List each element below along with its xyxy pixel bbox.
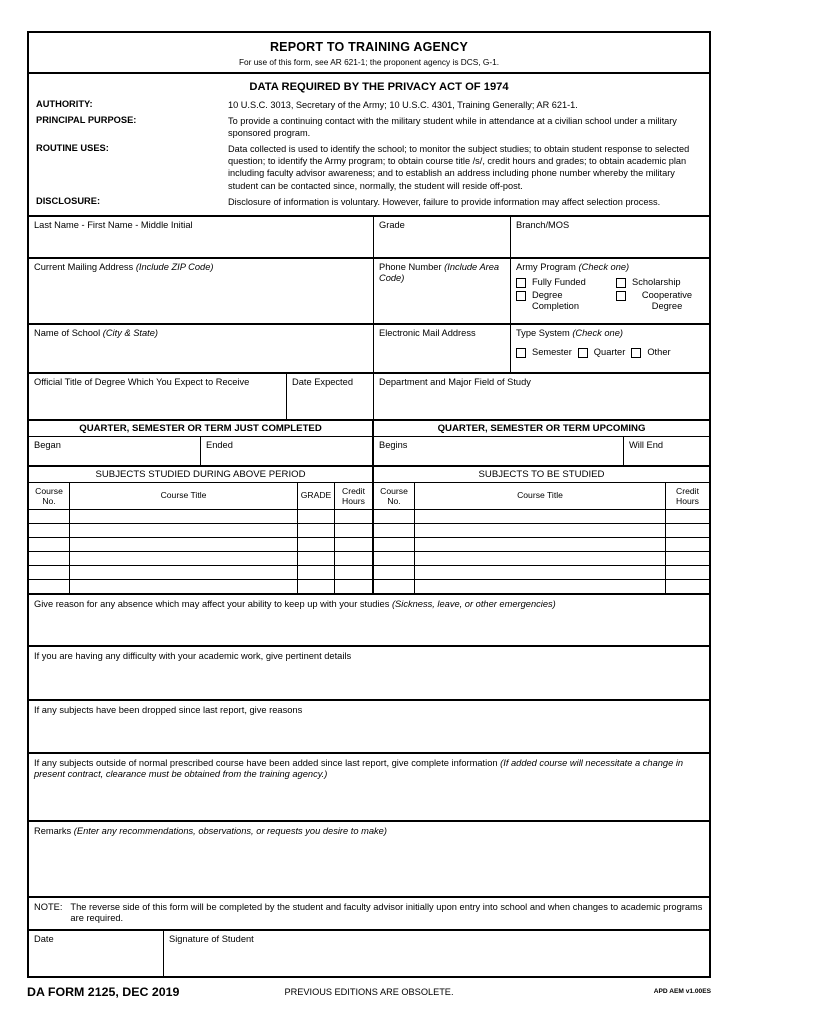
checkbox-icon[interactable] — [616, 278, 626, 288]
form-header — [29, 33, 709, 74]
col-header-credit-hours-right: Credit Hours — [676, 485, 699, 506]
date-expected-label: Date Expected — [292, 376, 353, 387]
added-subjects-hint: (If added course will necessitate a change in present contract, clearance must be obtained from the training agency.) — [34, 757, 684, 780]
signature-label: Signature of Student — [169, 933, 254, 944]
checkbox-label-quarter: Quarter — [593, 347, 626, 358]
cell-course-no-upcoming[interactable] — [374, 580, 415, 593]
army-program-group — [511, 259, 709, 323]
cell-grade[interactable] — [298, 538, 335, 551]
name-grade-branch-row — [29, 217, 709, 259]
cell-course-title[interactable] — [70, 524, 298, 537]
ended-field[interactable] — [201, 437, 374, 465]
added-subjects-field[interactable] — [29, 754, 709, 822]
army-program-title: Army Program — [516, 261, 576, 272]
branch-mos-field[interactable] — [511, 217, 709, 257]
checkbox-label-degree-completion: Degree Completion — [532, 290, 580, 312]
name-field[interactable] — [29, 217, 374, 257]
cell-credit-hours[interactable] — [335, 538, 374, 551]
will-end-field[interactable] — [624, 437, 709, 465]
cell-credit-hours-upcoming[interactable] — [666, 538, 709, 551]
cell-course-title-upcoming[interactable] — [415, 552, 666, 565]
cell-credit-hours-upcoming[interactable] — [666, 566, 709, 579]
army-program-options-row-2 — [511, 290, 709, 312]
type-system-title-wrap — [511, 325, 709, 340]
subjects-studied-banner: SUBJECTS STUDIED DURING ABOVE PERIOD — [29, 467, 374, 482]
begins-label: Begins — [379, 439, 408, 450]
cell-credit-hours[interactable] — [335, 524, 374, 537]
academic-difficulty-label: If you are having any difficulty with your academic work, give pertinent details — [34, 650, 352, 661]
checkbox-label-scholarship: Scholarship — [632, 277, 681, 288]
checkbox-degree-completion[interactable] — [516, 290, 616, 312]
absence-reason-field[interactable] — [29, 595, 709, 647]
date-expected-field[interactable] — [287, 374, 374, 419]
began-field[interactable] — [29, 437, 201, 465]
cell-course-no-upcoming[interactable] — [374, 524, 415, 537]
cell-course-no[interactable] — [29, 566, 70, 579]
checkbox-label-other: Other — [647, 347, 671, 358]
disclosure-text: Disclosure of information is voluntary. However, failure to provide information may affect selection process. — [228, 196, 661, 207]
remarks-hint: (Enter any recommendations, observations, or requests you desire to make) — [73, 825, 387, 836]
cell-course-title-upcoming[interactable] — [415, 538, 666, 551]
col-header-course-no-right: Course No. — [374, 483, 415, 509]
checkbox-scholarship[interactable] — [616, 277, 681, 288]
note-text: The reverse side of this form will be completed by the student and faculty advisor initially upon entry into school and when changes to academic programs are required. — [70, 901, 703, 924]
school-hint: (City & State) — [102, 327, 159, 338]
academic-difficulty-field[interactable] — [29, 647, 709, 701]
table-row — [29, 566, 709, 580]
cell-course-no[interactable] — [29, 510, 70, 523]
col-header-course-title-right: Course Title — [415, 483, 666, 509]
added-subjects-label: If any subjects outside of normal prescribed course have been added since last report, give complete information — [34, 757, 501, 768]
cell-credit-hours-upcoming[interactable] — [666, 510, 709, 523]
signature-field[interactable] — [164, 931, 709, 976]
signature-row — [29, 931, 709, 976]
absence-reason-label: Give reason for any absence which may affect your ability to keep up with your studies — [34, 598, 392, 609]
cell-course-title-upcoming[interactable] — [415, 510, 666, 523]
cell-course-no-upcoming[interactable] — [374, 510, 415, 523]
cell-course-title[interactable] — [70, 580, 298, 593]
form-footer — [27, 985, 711, 1001]
term-dates-row — [29, 437, 709, 467]
checkbox-quarter[interactable] — [578, 347, 626, 358]
checkbox-label-semester: Semester — [532, 347, 572, 358]
type-system-options-row — [511, 347, 709, 358]
cell-course-title[interactable] — [70, 566, 298, 579]
absence-reason-hint: (Sickness, leave, or other emergencies) — [391, 598, 556, 609]
cell-grade[interactable] — [298, 524, 335, 537]
previous-editions-notice: PREVIOUS EDITIONS ARE OBSOLETE. — [284, 987, 454, 997]
term-upcoming-banner: QUARTER, SEMESTER OR TERM UPCOMING — [437, 422, 646, 434]
cell-grade[interactable] — [298, 510, 335, 523]
privacy-act-title: DATA REQUIRED BY THE PRIVACY ACT OF 1974 — [249, 81, 509, 93]
cell-course-no[interactable] — [29, 552, 70, 565]
name-label: Last Name - First Name - Middle Initial — [34, 219, 193, 230]
col-header-course-no-left: Course No. — [29, 483, 70, 509]
cell-course-title-upcoming[interactable] — [415, 566, 666, 579]
disclosure-label: DISCLOSURE: — [36, 195, 101, 206]
cell-credit-hours[interactable] — [335, 580, 374, 593]
checkbox-semester[interactable] — [516, 347, 572, 358]
cell-course-no[interactable] — [29, 580, 70, 593]
type-system-hint: (Check one) — [572, 327, 623, 338]
checkbox-icon[interactable] — [516, 348, 526, 358]
table-row — [29, 580, 709, 595]
cell-course-title-upcoming[interactable] — [415, 524, 666, 537]
checkbox-icon[interactable] — [616, 291, 626, 301]
routine-uses-text: Data collected is used to identify the school; to monitor the subject studies; to obtain student response to selected question; to identify the Army program; to obtain course title /s/, credit hours and grades; to obtain academic plan including faculty advisor awareness; and to establish an address including phone number whereby the military student can be contacted since, normally, the student will reside off-post. — [228, 144, 690, 191]
phone-label: Phone Number — [379, 261, 442, 272]
cell-course-title[interactable] — [70, 552, 298, 565]
cell-credit-hours[interactable] — [335, 510, 374, 523]
note-label: NOTE: — [34, 901, 63, 912]
privacy-item-principal-purpose — [29, 115, 709, 139]
page-title: REPORT TO TRAINING AGENCY — [269, 40, 469, 54]
cell-course-title[interactable] — [70, 510, 298, 523]
subject-banners-row — [29, 467, 709, 483]
col-header-course-title-left: Course Title — [70, 483, 298, 509]
remarks-label: Remarks — [34, 825, 74, 836]
department-label: Department and Major Field of Study — [379, 376, 531, 387]
authority-text: 10 U.S.C. 3013, Secretary of the Army; 10 U.S.C. 4301, Training Generally; AR 621-1. — [228, 100, 578, 110]
authority-label: AUTHORITY: — [36, 99, 93, 109]
checkbox-cooperative-degree[interactable] — [616, 290, 702, 312]
checkbox-icon[interactable] — [516, 291, 526, 301]
checkbox-icon[interactable] — [631, 348, 641, 358]
will-end-label: Will End — [629, 439, 664, 450]
cell-course-no[interactable] — [29, 524, 70, 537]
degree-title-label: Official Title of Degree Which You Expect to Receive — [34, 376, 250, 387]
phone-hint: (Include Area Code) — [379, 261, 500, 284]
table-row — [29, 552, 709, 566]
routine-uses-label: ROUTINE USES: — [36, 143, 109, 154]
term-completed-banner: QUARTER, SEMESTER OR TERM JUST COMPLETED — [29, 421, 374, 436]
cell-course-title-upcoming[interactable] — [415, 580, 666, 593]
school-label: Name of School — [34, 327, 101, 338]
subjects-to-study-banner: SUBJECTS TO BE STUDIED — [478, 468, 605, 480]
col-header-credit-hours-left: Credit Hours — [335, 483, 374, 509]
privacy-item-disclosure — [29, 196, 709, 208]
cell-course-no-upcoming[interactable] — [374, 566, 415, 579]
address-phone-program-row — [29, 259, 709, 325]
note-wrap — [29, 898, 709, 929]
cell-course-no[interactable] — [29, 538, 70, 551]
grade-label: Grade — [379, 219, 405, 230]
cell-grade[interactable] — [298, 566, 335, 579]
cell-grade[interactable] — [298, 552, 335, 565]
type-system-title: Type System — [516, 327, 570, 338]
dropped-subjects-field[interactable] — [29, 701, 709, 754]
grade-field[interactable] — [374, 217, 511, 257]
course-table-header — [29, 483, 709, 510]
checkbox-label-fully-funded: Fully Funded — [532, 277, 586, 288]
mailing-address-label: Current Mailing Address — [34, 261, 134, 272]
degree-department-row — [29, 374, 709, 421]
dropped-subjects-label: If any subjects have been dropped since last report, give reasons — [34, 704, 303, 715]
army-program-hint: (Check one) — [578, 261, 630, 272]
mailing-address-hint: (Include ZIP Code) — [135, 261, 214, 272]
school-field[interactable] — [29, 325, 374, 372]
privacy-item-routine-uses — [29, 143, 709, 191]
date-field[interactable] — [29, 931, 164, 976]
table-row — [29, 510, 709, 524]
email-label: Electronic Mail Address — [379, 327, 476, 338]
branch-mos-label: Branch/MOS — [516, 219, 570, 230]
da-form-2125 — [27, 31, 711, 978]
degree-title-field[interactable] — [29, 374, 287, 419]
army-program-title-wrap — [511, 259, 709, 275]
cell-credit-hours[interactable] — [335, 566, 374, 579]
form-subtitle: For use of this form, see AR 621-1; the proponent agency is DCS, G-1. — [238, 57, 500, 67]
checkbox-fully-funded[interactable] — [516, 277, 616, 288]
phone-field[interactable] — [374, 259, 511, 323]
cell-grade[interactable] — [298, 580, 335, 593]
cell-credit-hours[interactable] — [335, 552, 374, 565]
began-label: Began — [34, 439, 61, 450]
remarks-field[interactable] — [29, 822, 709, 898]
apd-version: APD AEM v1.00ES — [653, 988, 711, 995]
cell-course-no-upcoming[interactable] — [374, 538, 415, 551]
email-field[interactable] — [374, 325, 511, 372]
table-row — [29, 538, 709, 552]
ended-label: Ended — [206, 439, 233, 450]
cell-credit-hours-upcoming[interactable] — [666, 580, 709, 593]
begins-field[interactable] — [374, 437, 624, 465]
note-section — [29, 898, 709, 931]
form-number: DA FORM 2125, DEC 2019 — [27, 985, 180, 999]
cell-credit-hours-upcoming[interactable] — [666, 524, 709, 537]
date-label: Date — [34, 933, 54, 944]
principal-purpose-label: PRINCIPAL PURPOSE: — [36, 115, 137, 126]
checkbox-other[interactable] — [631, 347, 670, 358]
cell-course-title[interactable] — [70, 538, 298, 551]
army-program-options-row-1 — [511, 277, 709, 288]
col-header-grade: GRADE — [298, 483, 335, 509]
term-banners-row — [29, 421, 709, 437]
department-field[interactable] — [374, 374, 709, 419]
cell-credit-hours-upcoming[interactable] — [666, 552, 709, 565]
principal-purpose-text: To provide a continuing contact with the military student while in attendance at a civilian school under a military sponsored program. — [228, 116, 677, 139]
type-system-group — [511, 325, 709, 372]
checkbox-icon[interactable] — [578, 348, 588, 358]
checkbox-label-cooperative-degree: Cooperative Degree — [641, 290, 693, 312]
privacy-act-section — [29, 74, 709, 217]
mailing-address-field[interactable] — [29, 259, 374, 323]
privacy-item-authority — [29, 99, 709, 111]
checkbox-icon[interactable] — [516, 278, 526, 288]
school-email-typesystem-row — [29, 325, 709, 374]
table-row — [29, 524, 709, 538]
cell-course-no-upcoming[interactable] — [374, 552, 415, 565]
course-table-body — [29, 510, 709, 595]
